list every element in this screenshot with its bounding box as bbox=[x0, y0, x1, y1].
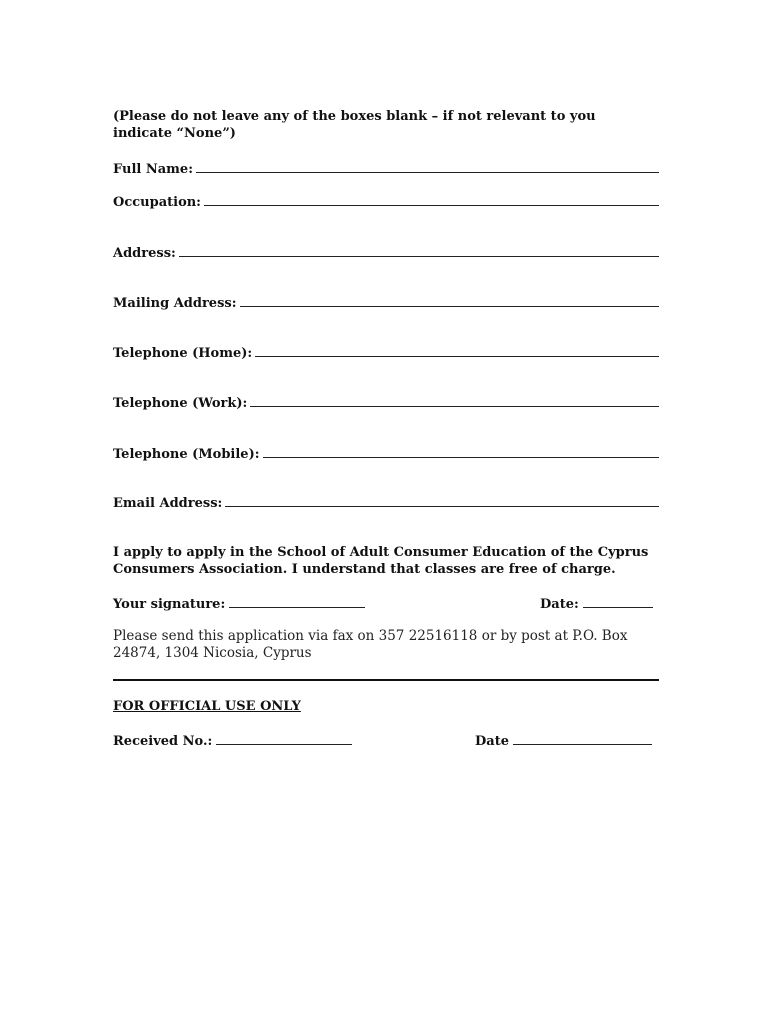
email-address-field[interactable] bbox=[113, 495, 659, 511]
email-address-line[interactable] bbox=[225, 495, 659, 507]
received-number-field[interactable] bbox=[113, 733, 352, 749]
telephone-home-field[interactable] bbox=[113, 345, 659, 361]
address-label: Address: bbox=[113, 246, 176, 261]
telephone-work-label: Telephone (Work): bbox=[113, 396, 248, 411]
occupation-line[interactable] bbox=[204, 194, 659, 206]
occupation-label: Occupation: bbox=[113, 195, 201, 210]
mailing-address-line[interactable] bbox=[240, 295, 659, 307]
official-date-line[interactable] bbox=[513, 733, 652, 745]
signature-label: Your signature: bbox=[113, 597, 226, 612]
address-line[interactable] bbox=[179, 245, 659, 257]
signature-date-label: Date: bbox=[540, 597, 579, 612]
address-field[interactable] bbox=[113, 245, 659, 261]
mailing-address-label: Mailing Address: bbox=[113, 296, 237, 311]
telephone-mobile-line[interactable] bbox=[263, 446, 659, 458]
signature-line[interactable] bbox=[229, 596, 365, 608]
email-address-label: Email Address: bbox=[113, 496, 223, 511]
official-date-field[interactable] bbox=[475, 733, 652, 749]
signature-field[interactable] bbox=[113, 596, 365, 612]
submission-instructions: Please send this application via fax on 357 22516118 or by post at P.O. Box 24874, 1304 Nicosia, Cyprus bbox=[113, 628, 628, 661]
official-date-label: Date bbox=[475, 734, 509, 749]
official-use-heading: FOR OFFICIAL USE ONLY bbox=[113, 699, 301, 714]
occupation-field[interactable] bbox=[113, 194, 659, 210]
telephone-work-field[interactable] bbox=[113, 395, 659, 411]
telephone-work-line[interactable] bbox=[250, 395, 659, 407]
signature-date-line[interactable] bbox=[583, 596, 653, 608]
declaration-text: I apply to apply in the School of Adult Consumer Education of the Cyprus Consumers Association. I understand that classes are free of charge. bbox=[113, 545, 649, 577]
signature-date-field[interactable] bbox=[540, 596, 653, 612]
instructions-note: (Please do not leave any of the boxes blank – if not relevant to you indicate “None”) bbox=[113, 109, 596, 141]
telephone-home-label: Telephone (Home): bbox=[113, 346, 253, 361]
received-number-line[interactable] bbox=[216, 733, 352, 745]
mailing-address-field[interactable] bbox=[113, 295, 659, 311]
full-name-line[interactable] bbox=[196, 161, 659, 173]
full-name-field[interactable] bbox=[113, 161, 659, 177]
telephone-mobile-field[interactable] bbox=[113, 446, 659, 462]
telephone-mobile-label: Telephone (Mobile): bbox=[113, 447, 260, 462]
application-form bbox=[113, 108, 659, 749]
telephone-home-line[interactable] bbox=[255, 345, 659, 357]
full-name-label: Full Name: bbox=[113, 162, 193, 177]
section-divider bbox=[113, 679, 659, 681]
received-number-label: Received No.: bbox=[113, 734, 213, 749]
